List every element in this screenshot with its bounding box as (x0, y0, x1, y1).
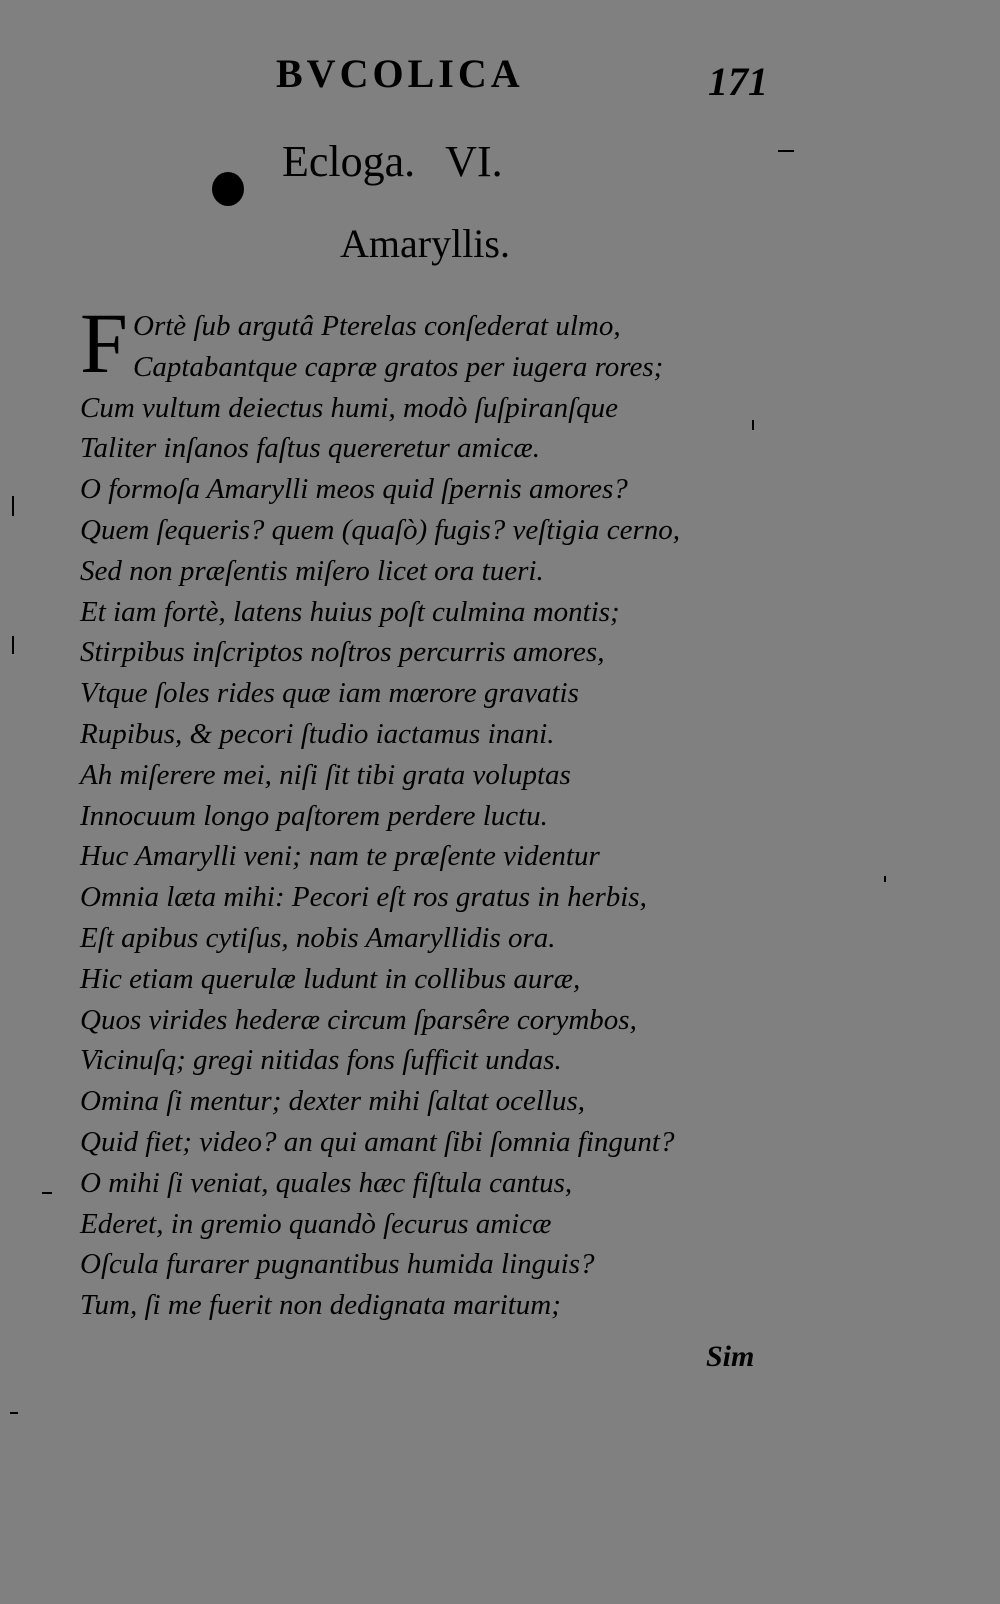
verse-line: Stirpibus inſcriptos noſtros percurris amores, (80, 636, 605, 669)
verse-line: Innocuum longo paſtorem perdere luctu. (80, 799, 548, 832)
page-number: 171 (708, 59, 768, 104)
scan-speck (778, 150, 794, 152)
section-number: VI. (445, 137, 503, 186)
section-title: Ecloga. (282, 137, 416, 186)
verse-line: Omina ſi mentur; dexter mihi ſaltat ocellus, (80, 1085, 586, 1118)
verse-line: O mihi ſi veniat, quales hæc fiſtula cantus, (80, 1166, 573, 1199)
section-heading (282, 136, 503, 187)
verse-line: Omnia læta mihi: Pecori eſt ros gratus in herbis, (80, 881, 647, 914)
scan-speck (12, 496, 14, 516)
poem-verses (80, 306, 780, 1326)
verse-line: Quem ſequeris? quem (quaſò) fugis? veſtigia cerno, (80, 513, 681, 546)
ink-blot-bullet-icon (212, 172, 244, 206)
verse-line: Ortè ſub argutâ Pterelas conſederat ulmo, (133, 310, 621, 342)
verse-line: Quid fiet; video? an qui amant ſibi ſomnia fingunt? (80, 1125, 675, 1158)
scan-speck (42, 1192, 52, 1194)
drop-capital: F (80, 295, 128, 391)
verse-line: Ederet, in gremio quandò ſecurus amicæ (80, 1207, 552, 1240)
scan-speck (10, 1412, 18, 1414)
verse-line: Hic etiam querulæ ludunt in collibus auræ, (80, 962, 581, 995)
verse-line: O formoſa Amarylli meos quid ſpernis amores? (80, 473, 628, 506)
verse-line: Taliter inſanos faſtus quereretur amicæ. (80, 432, 540, 465)
scan-speck (884, 876, 886, 882)
verse-line: Eſt apibus cytiſus, nobis Amaryllidis ora. (80, 921, 556, 954)
verse-line: Quos virides hederæ circum ſparsêre corymbos, (80, 1003, 637, 1036)
running-head: BVCOLICA (276, 51, 524, 96)
verse-line: Sed non præſentis miſero licet ora tueri. (80, 554, 544, 587)
catchword: Sim (706, 1340, 755, 1373)
verse-line: Huc Amarylli veni; nam te præſente videntur (80, 840, 600, 873)
verse-line: Vicinuſq; gregi nitidas fons ſufficit undas. (80, 1044, 562, 1077)
verse-line: Et iam fortè, latens huius poſt culmina montis; (80, 595, 620, 628)
scan-speck (752, 420, 754, 430)
verse-line: Tum, ſi me fuerit non dedignata maritum; (80, 1289, 561, 1322)
verse-line: Vtque ſoles rides quæ iam mœrore gravatis (80, 677, 579, 710)
verse-line: Captabantque capræ gratos per iugera rores; (133, 350, 664, 383)
verse-line: Ah miſerere mei, niſi ſit tibi grata voluptas (80, 758, 571, 791)
scan-speck (12, 636, 14, 654)
verse-line: Rupibus, & pecori ſtudio iactamus inani. (80, 717, 555, 750)
speaker-heading: Amaryllis. (340, 221, 510, 266)
verse-line: Cum vultum deiectus humi, modò ſuſpiranſque (80, 391, 619, 424)
verse-line: Oſcula furarer pugnantibus humida linguis? (80, 1248, 595, 1281)
